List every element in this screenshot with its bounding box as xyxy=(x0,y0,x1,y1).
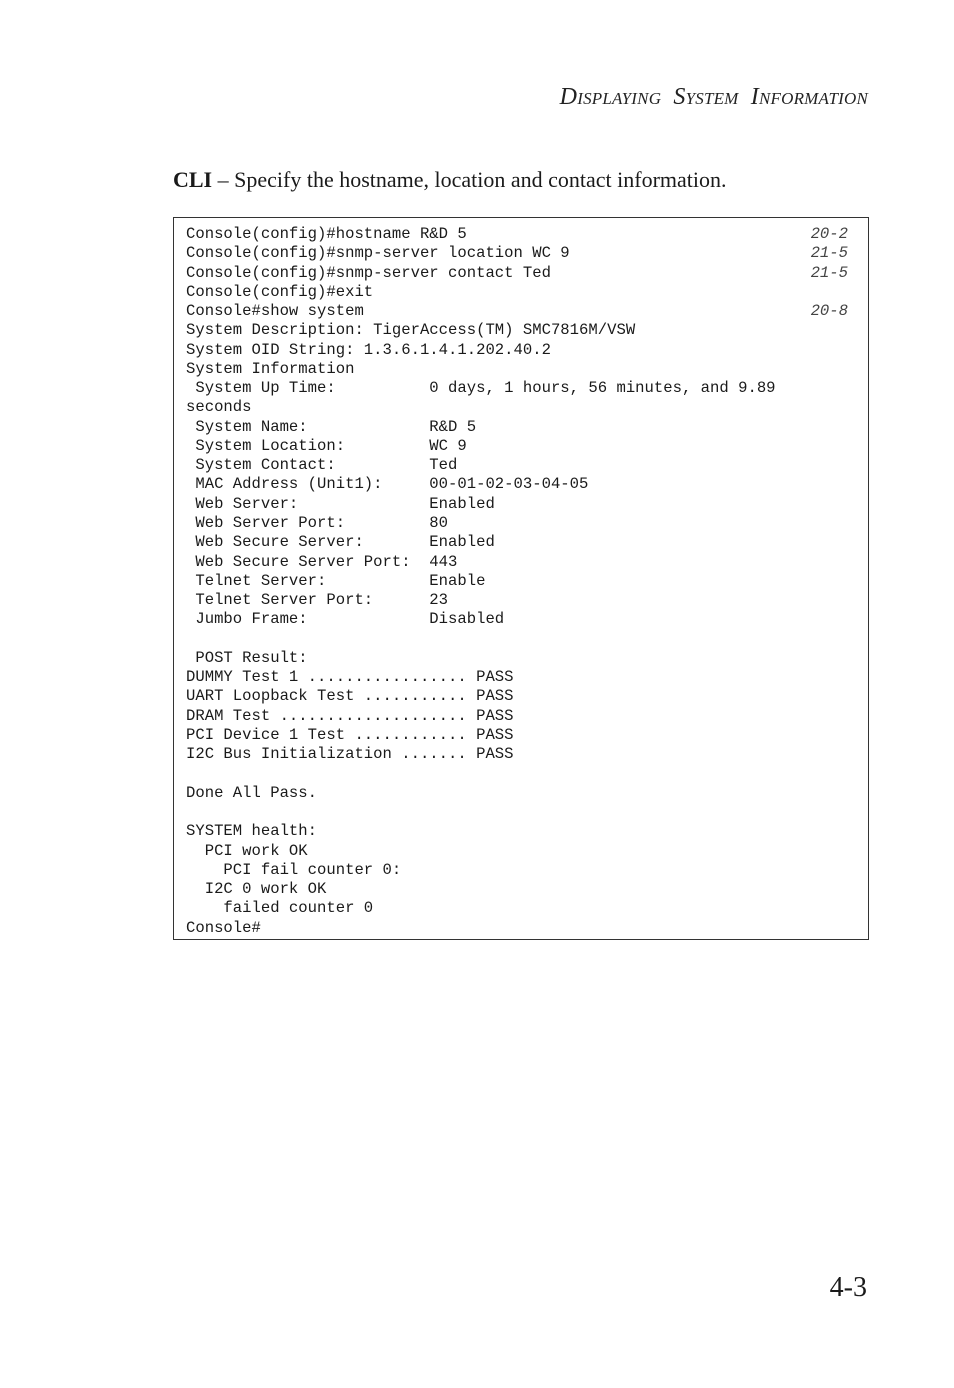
code-text: System Information xyxy=(186,359,355,378)
header-word xyxy=(751,84,868,110)
code-text: I2C Bus Initialization ....... PASS xyxy=(186,745,514,764)
code-text: Console(config)#hostname R&D 5 xyxy=(186,225,467,243)
header-word-initial: S xyxy=(673,84,686,110)
header-word xyxy=(560,84,662,110)
cli-code-box xyxy=(173,217,869,940)
code-text: PCI fail counter 0: xyxy=(186,860,402,879)
code-line xyxy=(186,321,848,340)
intro-paragraph xyxy=(173,167,727,193)
code-text: Console(config)#snmp-server contact Ted xyxy=(186,263,551,282)
code-line xyxy=(186,437,848,456)
code-line xyxy=(186,418,848,437)
code-line xyxy=(186,745,848,764)
code-line xyxy=(186,649,848,668)
code-text: POST Result: xyxy=(186,648,308,667)
code-line xyxy=(186,398,848,417)
header-word-initial: D xyxy=(559,84,578,110)
code-line xyxy=(186,553,848,572)
code-line xyxy=(186,822,848,841)
header-word-rest: ISPLAYING xyxy=(577,89,662,108)
code-line xyxy=(186,591,848,610)
code-text: Telnet Server: Enable xyxy=(186,571,486,590)
header-word xyxy=(673,84,738,110)
code-line xyxy=(186,302,848,321)
code-line xyxy=(186,803,848,822)
code-line xyxy=(186,572,848,591)
code-text: Web Server: Enabled xyxy=(186,494,495,513)
code-text: System Location: WC 9 xyxy=(186,436,467,455)
code-text: I2C 0 work OK xyxy=(186,880,327,899)
code-text: Web Server Port: 80 xyxy=(186,513,449,532)
code-text: Web Secure Server Port: 443 xyxy=(186,552,458,571)
header-word-rest: NFORMATION xyxy=(758,89,868,108)
cli-label: CLI xyxy=(173,167,213,192)
code-line xyxy=(186,899,848,918)
code-line xyxy=(186,514,848,533)
running-header xyxy=(560,84,868,111)
code-text: PCI work OK xyxy=(186,841,308,860)
code-line xyxy=(186,668,848,687)
code-page-reference: 20-8 xyxy=(810,302,848,321)
page-number: 4-3 xyxy=(829,1272,867,1303)
code-line xyxy=(186,707,848,726)
code-line xyxy=(186,726,848,745)
code-text: Console(config)#snmp-server location WC 9 xyxy=(186,244,570,263)
code-line xyxy=(186,784,848,803)
code-line xyxy=(186,842,848,861)
code-text: Done All Pass. xyxy=(186,783,318,802)
code-line xyxy=(186,495,848,514)
code-line xyxy=(186,861,848,880)
code-page-reference: 21-5 xyxy=(810,263,848,282)
code-line xyxy=(186,533,848,552)
intro-text: – Specify the hostname, location and contact information. xyxy=(212,167,727,192)
code-line xyxy=(186,919,848,938)
code-text: SYSTEM health: xyxy=(186,822,318,841)
code-text: System Name: R&D 5 xyxy=(186,417,477,436)
code-text: DRAM Test .................... PASS xyxy=(186,706,514,725)
code-text: UART Loopback Test ........... PASS xyxy=(186,687,514,706)
code-line xyxy=(186,283,848,302)
code-line xyxy=(186,456,848,475)
code-line xyxy=(186,475,848,494)
code-line xyxy=(186,610,848,629)
code-line xyxy=(186,225,848,244)
code-text: Console#show system xyxy=(186,302,364,321)
code-text: Console# xyxy=(186,918,261,937)
code-text: Telnet Server Port: 23 xyxy=(186,591,449,610)
code-text: PCI Device 1 Test ............ PASS xyxy=(186,725,514,744)
code-page-reference: 20-2 xyxy=(810,225,848,243)
code-line xyxy=(186,764,848,783)
code-line xyxy=(186,244,848,263)
code-text: System Description: TigerAccess(TM) SMC7816M/VSW xyxy=(186,321,636,340)
header-word-rest: YSTEM xyxy=(685,89,739,108)
code-line xyxy=(186,880,848,899)
code-text: System Contact: Ted xyxy=(186,456,458,475)
code-text: seconds xyxy=(186,398,252,417)
code-line xyxy=(186,687,848,706)
code-line xyxy=(186,264,848,283)
code-text: DUMMY Test 1 ................. PASS xyxy=(186,668,514,687)
code-page-reference: 21-5 xyxy=(810,244,848,263)
code-text: System Up Time: 0 days, 1 hours, 56 minutes, and 9.89 xyxy=(186,379,776,398)
code-line xyxy=(186,379,848,398)
code-text: MAC Address (Unit1): 00-01-02-03-04-05 xyxy=(186,475,589,494)
code-line xyxy=(186,341,848,360)
code-text: failed counter 0 xyxy=(186,899,374,918)
code-text: System OID String: 1.3.6.1.4.1.202.40.2 xyxy=(186,340,551,359)
code-text: Web Secure Server: Enabled xyxy=(186,533,495,552)
header-word-initial: I xyxy=(750,84,759,110)
code-line xyxy=(186,630,848,649)
code-text: Jumbo Frame: Disabled xyxy=(186,610,505,629)
code-text: Console(config)#exit xyxy=(186,282,374,301)
code-line xyxy=(186,360,848,379)
